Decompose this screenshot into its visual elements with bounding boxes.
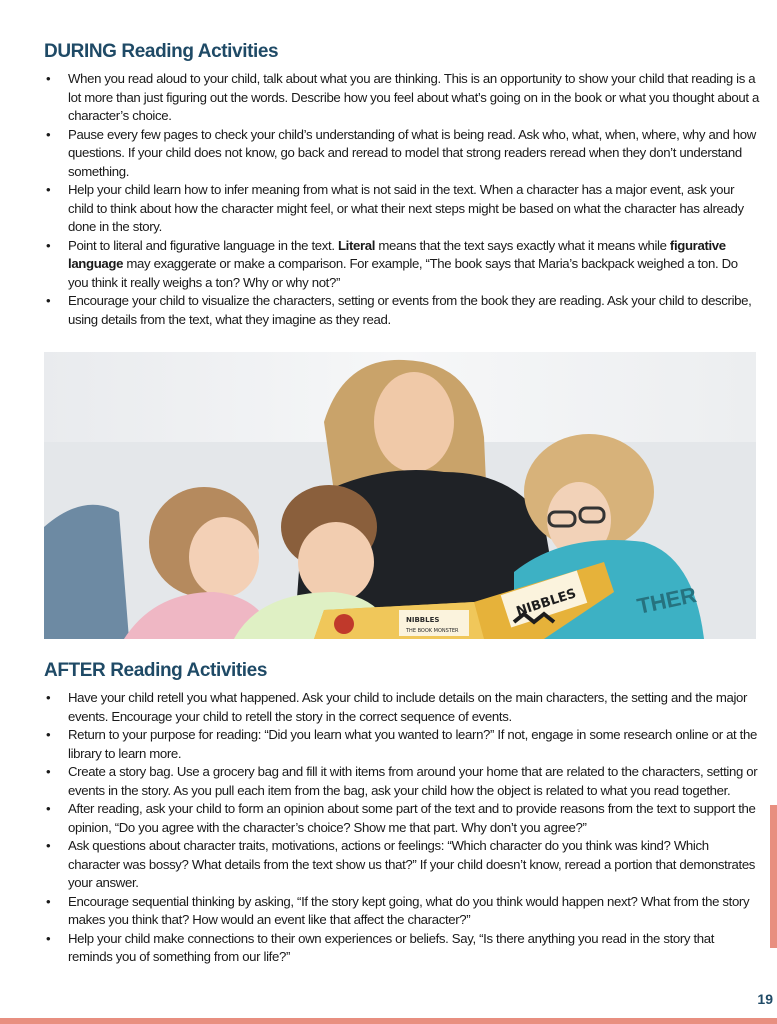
bullet-text: Create a story bag. Use a grocery bag and fill it with items from around your home that are related to the characters, setting or events in the story. As you pull each item from the bag, ask your child how the object is related to what you read together.	[68, 764, 758, 798]
bullet-item	[44, 181, 760, 237]
bullet-text: Return to your purpose for reading: “Did you learn what you wanted to learn?” If not, engage in some research online or at the library to learn more.	[68, 727, 757, 761]
bullet-item	[44, 763, 760, 800]
bullet-text: Ask questions about character traits, motivations, actions or feelings: “Which character do you think was kind? Which character was bossy? What details from the text show us that?” If your child doesn’t know, reread a portion that demonstrates your answer.	[68, 838, 756, 890]
bullet-text: Point to literal and figurative language in the text.	[68, 237, 338, 253]
bullet-text: Pause every few pages to check your child’s understanding of what is being read. Ask who, what, when, where, why and how questions. If your child does not know, go back and reread to model that strong readers reread when they don’t understand something.	[68, 126, 756, 179]
bullet-item	[44, 930, 760, 967]
bullet-text: means that the text says exactly what it means while	[375, 237, 670, 253]
family-reading-photo	[44, 352, 756, 639]
book-subtitle-text: THE BOOK MONSTER	[406, 628, 459, 634]
shirt-text: THER	[634, 581, 699, 619]
bullet-item	[44, 800, 760, 837]
bullet-item	[44, 893, 760, 930]
after-section-title: AFTER Reading Activities	[44, 660, 268, 681]
during-section-title: DURING Reading Activities	[44, 41, 279, 62]
book-title-text: NIBBLES	[406, 616, 440, 624]
bullet-text: may exaggerate or make a comparison. For example, “The book says that Maria’s backpack weighed a ton. Do you think it really weighs a ton? Why or why not?”	[68, 256, 738, 290]
page-number: 19	[757, 991, 773, 1007]
bold-term: Literal	[337, 237, 376, 253]
bullet-item	[44, 237, 760, 293]
bullet-item	[44, 726, 760, 763]
bullet-item	[44, 126, 760, 182]
book-cover-title-text: NIBBLES	[514, 586, 579, 620]
bullet-item	[44, 70, 760, 126]
bullet-text: When you read aloud to your child, talk about what you are thinking. This is an opportunity to show your child that reading is a lot more than just figuring out the words. Describe how you feel about what’s going on in the book or what you thought about a character’s choice.	[68, 71, 759, 123]
bullet-text: Help your child make connections to their own experiences or beliefs. Say, “Is there anything you read in the story that reminds you of something from our life?”	[68, 930, 715, 964]
bold-term: figurative language	[68, 237, 726, 271]
bullet-item	[44, 292, 760, 329]
accent-side-bar	[770, 805, 777, 948]
bullet-text: Encourage sequential thinking by asking, “If the story kept going, what do you think would happen next? What from the story makes you think that? How would an event like that affect the character?”	[68, 893, 750, 927]
after-activities-list	[44, 689, 760, 967]
bullet-item	[44, 689, 760, 726]
during-activities-list	[44, 70, 760, 329]
bullet-text: Have your child retell you what happened. Ask your child to include details on the main characters, the setting and the major events. Encourage your child to retell the story in the correct sequence of events.	[68, 690, 748, 724]
bullet-text: After reading, ask your child to form an opinion about some part of the text and to provide reasons from the text to support the opinion, “Do you agree with the character’s choice? Show me that part. Why don’t you agree?”	[68, 801, 756, 835]
bullet-text: Help your child learn how to infer meaning from what is not said in the text. When a character has a major event, ask your child to think about how the character might feel, or what their next steps might be based on what the character has already done in the story.	[68, 182, 744, 234]
accent-bottom-bar	[0, 1018, 777, 1024]
bullet-text: Encourage your child to visualize the characters, setting or events from the book they are reading. Ask your child to describe, using details from the text, what they imagine as they read.	[68, 293, 752, 327]
bullet-item	[44, 837, 760, 893]
